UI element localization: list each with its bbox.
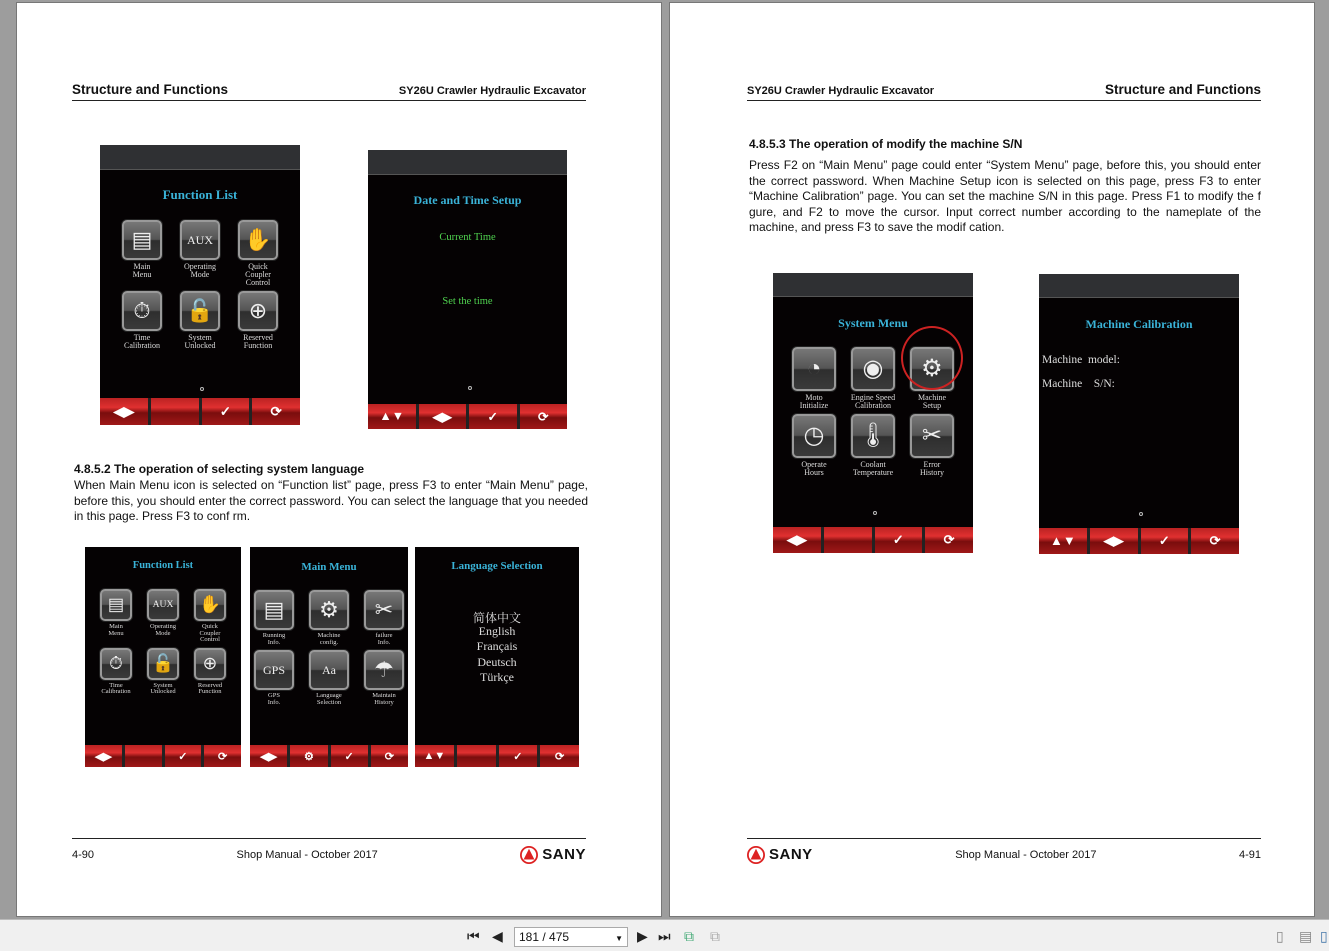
up-down-arrows-icon: ▲▼: [415, 745, 454, 767]
screen-title: Date and Time Setup: [413, 193, 522, 207]
menu-item-label: Language Selection: [316, 692, 342, 706]
logo-text: SANY: [542, 846, 586, 863]
menu-item[interactable]: [362, 650, 406, 706]
screen-option: 简体中文: [472, 611, 521, 625]
highlight-circle: [901, 326, 963, 390]
menu-item-label: Time Calibration: [124, 333, 160, 350]
menu-item[interactable]: [119, 291, 165, 350]
gauge-icon: ◔: [792, 347, 836, 391]
first-page-button[interactable]: ⏮: [467, 928, 480, 944]
menu-item[interactable]: [235, 291, 281, 350]
screen-field: Machine model:: [1042, 354, 1120, 366]
screen-button-bar: [773, 527, 973, 553]
menu-item-label: Operate Hours: [801, 460, 827, 477]
sany-logo: [520, 846, 586, 864]
gps-icon: GPS: [254, 650, 294, 690]
section-paragraph: When Main Menu icon is selected on “Function list” page, press F3 to enter “Main Menu” page, before this, you should enter the correct password. You can select the language that you needed in this page. Press F3 to conf rm.: [74, 478, 588, 523]
menu-item[interactable]: [790, 347, 838, 410]
screen-option: Current Time: [439, 232, 496, 243]
left-right-arrows-icon: ◀▶: [250, 745, 287, 767]
screenshot-system-menu: [773, 273, 973, 553]
screen-title: System Menu: [838, 316, 908, 330]
menu-item[interactable]: [849, 414, 897, 477]
screenshot-language-selection: [415, 547, 579, 767]
left-right-arrows-icon: ◀▶: [100, 398, 148, 425]
up-down-arrows-icon: ▲▼: [1039, 528, 1087, 554]
continuous-view-icon[interactable]: ▤: [1299, 928, 1313, 944]
check-icon: ✓: [331, 745, 368, 767]
left-right-arrows-icon: ◀▶: [1090, 528, 1138, 554]
screen-button-bar: [415, 745, 579, 767]
two-page-view-icon[interactable]: ▯: [1320, 928, 1328, 944]
menu-item-label: Quick Coupler Control: [245, 262, 271, 287]
menu-item[interactable]: [252, 590, 296, 646]
page-indicator: 181 / 475: [519, 930, 570, 944]
page-number: 4-91: [1238, 848, 1261, 861]
screen-status-bar: [368, 150, 567, 175]
check-icon: ✓: [499, 745, 538, 767]
menu-item[interactable]: [908, 414, 956, 477]
menu-item[interactable]: [177, 291, 223, 350]
clock-icon: ◷: [792, 414, 836, 458]
section-heading: 4.8.5.2 The operation of selecting system language: [74, 462, 365, 476]
bucket-lock-icon: ✋: [238, 220, 278, 260]
blank-button: [457, 745, 496, 767]
screen-option: Français: [476, 639, 518, 653]
aux-icon: AUX: [180, 220, 220, 260]
gear-icon: ⚙: [290, 745, 327, 767]
screen-option: Set the time: [442, 296, 493, 307]
menu-item-label: Machine Setup: [918, 393, 946, 410]
page-footer: [747, 838, 1261, 868]
menu-item[interactable]: [307, 650, 351, 706]
plus-circle-icon: ⊕: [238, 291, 278, 331]
menu-item[interactable]: [97, 648, 135, 696]
header-model: SY26U Crawler Hydraulic Excavator: [747, 85, 935, 97]
left-right-arrows-icon: ◀▶: [419, 404, 467, 429]
logo-text: SANY: [769, 846, 813, 863]
refresh-icon: ⟳: [252, 398, 300, 425]
menu-item-label: Machine config.: [317, 632, 341, 646]
disc-icon: ◉: [851, 347, 895, 391]
page-dot: [1139, 512, 1143, 516]
check-icon: ✓: [1141, 528, 1189, 554]
menu-item-label: Quick Coupler Control: [199, 623, 221, 643]
unlock-icon: 🔓: [180, 291, 220, 331]
rotate-page-icon[interactable]: ⧉: [684, 928, 694, 944]
footer-title: Shop Manual - October 2017: [955, 848, 1097, 861]
previous-page-button[interactable]: ◀: [492, 928, 503, 944]
blank-button: [125, 745, 162, 767]
tools-icon: ✂: [910, 414, 954, 458]
blank-button: [824, 527, 872, 553]
pdf-page-left: [16, 2, 662, 917]
folder-gear-icon: ⚙: [309, 590, 349, 630]
section-heading: 4.8.5.3 The operation of modify the machine S/N: [749, 137, 1023, 151]
menu-item-label: Main Menu: [108, 623, 124, 637]
menu-item-label: System Unlocked: [150, 681, 176, 695]
menu-item-label: Operating Mode: [184, 262, 216, 279]
coolant-icon: 🌡: [851, 414, 895, 458]
page-header: [747, 80, 1261, 101]
menu-item[interactable]: [177, 220, 223, 287]
footer-title: Shop Manual - October 2017: [236, 848, 378, 861]
menu-item-label: Coolant Temperature: [852, 460, 894, 477]
menu-item[interactable]: [849, 347, 897, 410]
screenshot-function-list: [100, 145, 300, 425]
refresh-icon: ⟳: [925, 527, 973, 553]
menu-item-label: Operating Mode: [150, 623, 176, 637]
pdf-page-right: [669, 2, 1315, 917]
header-model: SY26U Crawler Hydraulic Excavator: [398, 85, 586, 97]
page-footer: [72, 838, 586, 868]
menu-item-label: Engine Speed Calibration: [850, 393, 896, 410]
screen-button-bar: [100, 398, 300, 425]
menu-item[interactable]: [97, 589, 135, 644]
screen-button-bar: [85, 745, 241, 767]
left-right-arrows-icon: ◀▶: [773, 527, 821, 553]
stopwatch-icon: ⏱: [100, 648, 132, 680]
screen-option: Deutsch: [477, 655, 517, 669]
pdf-viewer-toolbar: [0, 919, 1329, 951]
up-down-arrows-icon: ▲▼: [368, 404, 416, 429]
screen-status-bar: [1039, 274, 1239, 298]
page-number-select[interactable]: [514, 927, 628, 947]
sany-logo-icon: [747, 846, 765, 864]
screen-title: Language Selection: [451, 560, 543, 572]
screen-field: Machine S/N:: [1042, 378, 1115, 390]
screen-title: Function List: [162, 187, 238, 202]
refresh-icon: ⟳: [1191, 528, 1239, 554]
aux-icon: AUX: [147, 589, 179, 621]
check-icon: ✓: [165, 745, 202, 767]
menu-item[interactable]: [144, 648, 182, 696]
document-icon: ▤: [122, 220, 162, 260]
screen-option: English: [478, 624, 516, 638]
menu-item-label: Reserved Function: [243, 333, 273, 350]
document-icon: ▤: [100, 589, 132, 621]
stopwatch-icon: ⏱: [122, 291, 162, 331]
screen-button-bar: [250, 745, 408, 767]
menu-item[interactable]: [144, 589, 182, 644]
menu-item-label: Main Menu: [132, 262, 152, 279]
blank-button: [151, 398, 199, 425]
unlock-icon: 🔓: [147, 648, 179, 680]
menu-item[interactable]: [307, 590, 351, 646]
check-icon: ✓: [875, 527, 923, 553]
page-dot: [468, 386, 472, 390]
refresh-icon: ⟳: [540, 745, 579, 767]
gears-icon: ⚙: [910, 347, 954, 391]
menu-item[interactable]: [119, 220, 165, 287]
menu-item[interactable]: [252, 650, 296, 706]
sany-logo: [747, 846, 813, 864]
menu-item-label: Reserved Function: [197, 681, 223, 695]
menu-item[interactable]: [362, 590, 406, 646]
menu-item[interactable]: [790, 414, 838, 477]
font-icon: Aa: [309, 650, 349, 690]
menu-item[interactable]: [235, 220, 281, 287]
screen-button-bar: [368, 404, 567, 429]
check-icon: ✓: [202, 398, 250, 425]
page-number: 4-90: [72, 848, 95, 861]
header-section: Structure and Functions: [1104, 82, 1261, 97]
menu-item-label: Moto Initialize: [799, 393, 829, 410]
menu-item[interactable]: [191, 648, 229, 696]
screen-title: Function List: [132, 560, 194, 571]
sany-logo-icon: [520, 846, 538, 864]
screen-status-bar: [773, 273, 973, 297]
section-paragraph: Press F2 on “Main Menu” page could enter “System Menu” page, before this, you should enter the correct password. When Machine Setup icon is selected on this page, press F3 to enter “Machine Calibration” page. You can set the machine S/N in this page. Press F1 to modify the f gure, and F2 to move the cursor. Input correct number according to the nameplate of the machine, and press F3 to save the modif cation.: [749, 158, 1261, 234]
chevron-down-icon: ▼: [615, 934, 623, 943]
page-dot: [200, 387, 204, 391]
screenshot-machine-calibration: [1039, 274, 1239, 554]
page-dot: [873, 511, 877, 515]
document-icon: ▤: [254, 590, 294, 630]
plus-circle-icon: ⊕: [194, 648, 226, 680]
screenshot-main-menu: [250, 547, 408, 767]
bucket-lock-icon: ✋: [194, 589, 226, 621]
screen-status-bar: [100, 145, 300, 170]
next-page-button[interactable]: ▶: [637, 928, 648, 944]
screen-title: Main Menu: [301, 561, 357, 573]
check-icon: ✓: [469, 404, 517, 429]
menu-item[interactable]: [191, 589, 229, 644]
menu-item-label: GPS Info.: [267, 692, 281, 706]
menu-item-label: failure Info.: [375, 632, 393, 646]
menu-item-label: Running Info.: [262, 632, 286, 646]
screen-option: Türkçe: [480, 670, 514, 684]
menu-item-label: System Unlocked: [184, 333, 216, 350]
tools-icon: ✂: [364, 590, 404, 630]
page-header: [72, 80, 586, 101]
menu-item-label: Error History: [920, 460, 944, 477]
screenshot-date-and-time-setup: [368, 150, 567, 429]
refresh-icon: ⟳: [204, 745, 241, 767]
screenshot-function-list: [85, 547, 241, 767]
last-page-button[interactable]: ⏭: [658, 928, 671, 944]
single-page-view-icon[interactable]: ▯: [1276, 928, 1284, 944]
menu-item-label: Time Calibration: [101, 681, 131, 695]
rotate-page-alt-icon[interactable]: ⧉: [710, 928, 720, 944]
screen-title: Machine Calibration: [1085, 317, 1193, 331]
screen-button-bar: [1039, 528, 1239, 554]
refresh-icon: ⟳: [520, 404, 568, 429]
left-right-arrows-icon: ◀▶: [85, 745, 122, 767]
refresh-icon: ⟳: [371, 745, 408, 767]
umbrella-icon: ☂: [364, 650, 404, 690]
header-section: Structure and Functions: [72, 82, 229, 97]
menu-item-label: Maintain History: [372, 692, 396, 706]
